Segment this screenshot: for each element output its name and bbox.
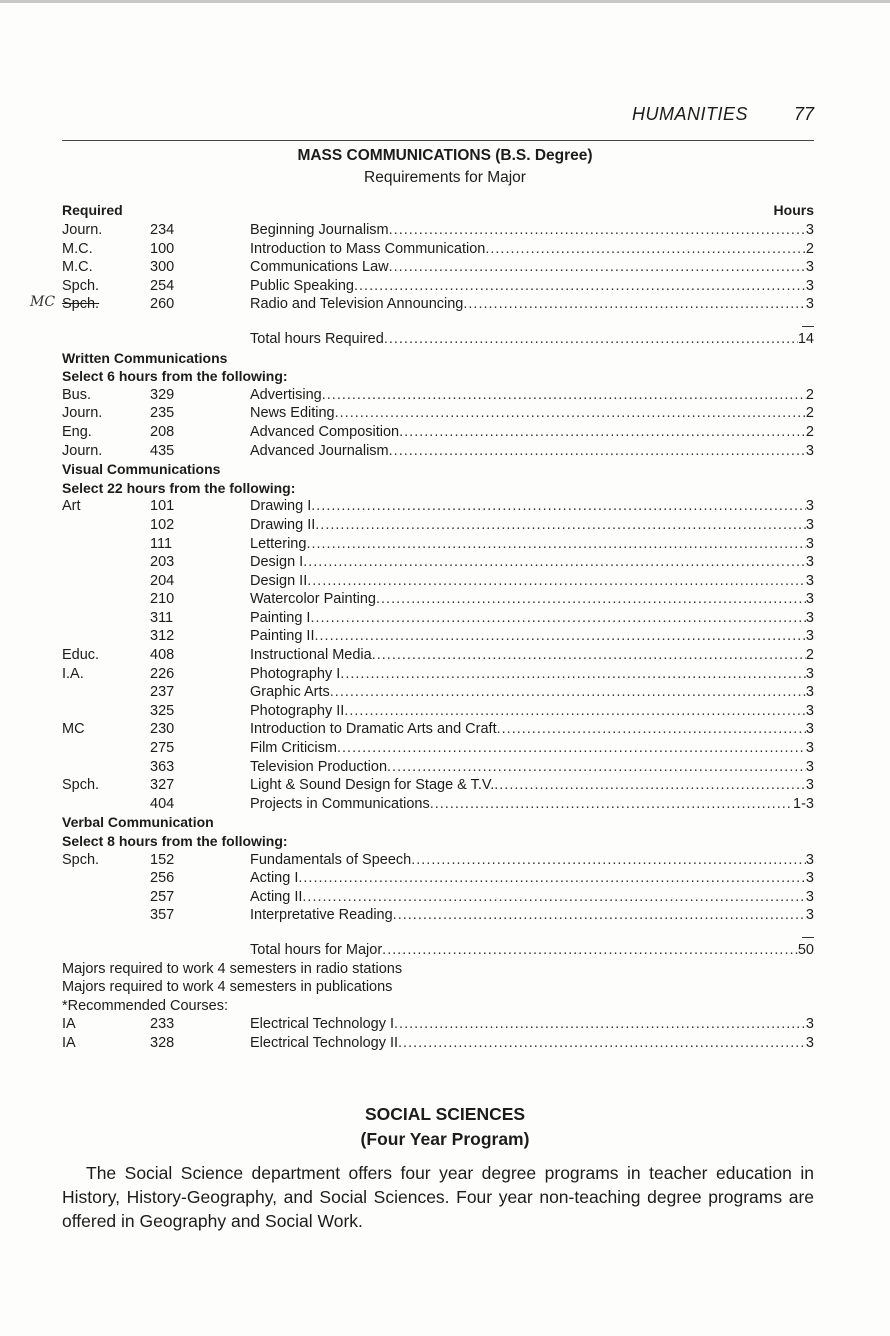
course-title-cell: [250, 295, 814, 314]
course-dept: Journ.: [62, 405, 103, 422]
course-number: 312: [150, 628, 175, 645]
course-number: 111: [150, 535, 173, 552]
course-row: [62, 442, 814, 461]
course-row: [62, 1034, 814, 1053]
total-major-row: [62, 941, 814, 960]
course-title: Drawing I: [250, 498, 312, 515]
course-dept: Spch.: [62, 277, 100, 294]
leader-dots: [306, 535, 805, 554]
course-number: 260: [150, 296, 175, 313]
course-row: [62, 665, 814, 684]
course-title: Television Production: [250, 758, 388, 775]
course-title: Advanced Journalism: [250, 442, 389, 459]
course-number: 226: [150, 665, 175, 682]
course-title-cell: [250, 683, 814, 702]
course-dept: M.C.: [62, 259, 93, 276]
course-title-cell: [250, 497, 814, 516]
course-row: [62, 553, 814, 572]
course-hours: 3: [805, 1016, 814, 1033]
course-hours: 3: [805, 554, 814, 571]
course-title: Interpretative Reading: [250, 907, 393, 924]
course-hours: 2: [805, 386, 814, 403]
running-head: HUMANITIES: [631, 104, 748, 124]
course-row: [62, 758, 814, 777]
course-title-cell: [250, 906, 814, 925]
handwritten-annotation: MC: [30, 294, 56, 311]
course-title: Lettering: [250, 535, 307, 552]
social-sciences-title: SOCIAL SCIENCES: [364, 1104, 526, 1124]
course-title: Projects in Communications: [250, 795, 430, 812]
course-number: 101: [150, 498, 175, 515]
course-title-cell: [250, 609, 814, 628]
course-hours: 2: [805, 240, 814, 257]
leader-dots: [382, 941, 798, 960]
course-title-cell: [250, 665, 814, 684]
course-title-cell: [250, 258, 814, 277]
page-number: 77: [793, 104, 814, 124]
course-title-cell: [250, 627, 814, 646]
course-title-cell: [250, 590, 814, 609]
program-subtitle: Requirements for Major: [364, 169, 526, 186]
course-hours: 3: [805, 259, 814, 276]
course-hours: 3: [805, 907, 814, 924]
course-number: 329: [150, 386, 175, 403]
leader-dots: [315, 516, 806, 535]
leader-dots: [384, 330, 798, 349]
course-title: Photography II: [250, 702, 345, 719]
leader-dots: [494, 776, 806, 795]
course-title-cell: [250, 553, 814, 572]
course-number: 254: [150, 277, 175, 294]
written-heading: Written Communications: [62, 349, 228, 366]
course-row: [62, 720, 814, 739]
course-title-cell: [250, 240, 814, 259]
leader-dots: [389, 258, 806, 277]
total-hours: 50: [797, 941, 814, 958]
course-hours: 3: [805, 1034, 814, 1051]
course-hours: 3: [805, 442, 814, 459]
course-number: 327: [150, 777, 175, 794]
course-title: Acting I: [250, 870, 299, 887]
course-dept: IA: [62, 1016, 76, 1033]
leader-dots: [394, 1015, 806, 1034]
course-hours: 3: [805, 498, 814, 515]
course-number: 363: [150, 758, 175, 775]
course-hours: 3: [805, 591, 814, 608]
course-title: Design I: [250, 554, 304, 571]
course-title: Design II: [250, 572, 308, 589]
course-dept: Educ.: [62, 647, 100, 664]
course-title-cell: [250, 442, 814, 461]
course-number: 100: [150, 240, 175, 257]
course-title-cell: [250, 572, 814, 591]
course-row: [62, 702, 814, 721]
course-hours: 2: [805, 647, 814, 664]
course-dept: IA: [62, 1034, 76, 1051]
course-hours: 3: [805, 684, 814, 701]
course-row: [62, 1015, 814, 1034]
course-dept: Journ.: [62, 442, 103, 459]
hours-heading: Hours: [773, 202, 814, 218]
course-title: Painting II: [250, 628, 315, 645]
leader-dots: [298, 869, 806, 888]
course-title-cell: [250, 404, 814, 423]
course-number: 204: [150, 572, 175, 589]
course-dept: Journ.: [62, 222, 103, 238]
visual-select-instruction: Select 22 hours from the following:: [62, 479, 296, 496]
course-hours: 2: [805, 423, 814, 440]
course-number: 102: [150, 516, 175, 533]
course-number: 275: [150, 740, 175, 757]
course-row: [62, 423, 814, 442]
course-row: [30, 294, 814, 314]
course-row: [62, 277, 814, 296]
course-row: [62, 646, 814, 665]
course-title-cell: [250, 776, 814, 795]
course-title-cell: [250, 758, 814, 777]
course-number: 357: [150, 907, 175, 924]
leader-dots: [337, 739, 806, 758]
course-list: [30, 221, 814, 1053]
course-title: Drawing II: [250, 516, 316, 533]
note-line: Majors required to work 4 semesters in radio stations: [62, 960, 403, 977]
course-title: Public Speaking: [250, 277, 354, 294]
course-row: [62, 221, 814, 240]
course-title: Watercolor Painting: [250, 591, 376, 608]
course-number: 404: [150, 795, 175, 812]
written-select-instruction: Select 6 hours from the following:: [62, 368, 288, 385]
leader-dots: [303, 553, 806, 572]
course-title: Advanced Composition: [250, 423, 400, 440]
course-row: [62, 497, 814, 516]
course-dept: Art: [62, 498, 81, 515]
course-number: 234: [150, 222, 175, 238]
course-hours: 3: [805, 516, 814, 533]
course-row: [62, 776, 814, 795]
course-hours: 3: [805, 851, 814, 868]
leader-dots: [335, 404, 806, 423]
course-number: 203: [150, 554, 175, 571]
course-row: [62, 888, 814, 907]
course-row: [62, 572, 814, 591]
leader-dots: [430, 795, 793, 814]
course-dept: MC: [62, 721, 85, 738]
course-number: 235: [150, 405, 175, 422]
course-row: [62, 906, 814, 925]
verbal-heading: Verbal Communication: [62, 814, 214, 831]
course-number: 256: [150, 870, 175, 887]
course-number: 300: [150, 259, 175, 276]
course-hours: 3: [805, 721, 814, 738]
course-title-cell: [250, 851, 814, 870]
course-title: Radio and Television Announcing: [250, 296, 464, 313]
total-hours: 14: [797, 330, 814, 347]
course-row: [62, 627, 814, 646]
leader-dots: [497, 720, 806, 739]
course-number: 210: [150, 591, 175, 608]
course-title-cell: [250, 739, 814, 758]
course-title-cell: [250, 702, 814, 721]
social-sciences-subtitle: (Four Year Program): [360, 1129, 530, 1149]
visual-heading: Visual Communications: [62, 461, 221, 478]
course-title-cell: [250, 1034, 814, 1053]
course-title-cell: [250, 277, 814, 296]
course-title-cell: [250, 1015, 814, 1034]
course-hours: 3: [805, 665, 814, 682]
course-hours: 3: [805, 888, 814, 905]
course-hours: 3: [805, 777, 814, 794]
course-title-cell: [250, 795, 814, 814]
leader-dots: [322, 386, 806, 405]
header-rule: [62, 140, 814, 141]
leader-dots: [399, 423, 806, 442]
course-title: Introduction to Dramatic Arts and Craft: [250, 721, 497, 738]
course-dept: Spch.: [62, 777, 100, 794]
course-title: Graphic Arts: [250, 684, 330, 701]
required-heading: Required: [62, 202, 123, 218]
course-number: 325: [150, 702, 175, 719]
course-row: [62, 851, 814, 870]
leader-dots: [389, 442, 806, 461]
course-title-cell: [250, 535, 814, 554]
total-cell: [250, 941, 814, 960]
course-hours: 3: [805, 572, 814, 589]
course-title-cell: [250, 869, 814, 888]
course-number: 257: [150, 888, 175, 905]
course-hours: 3: [805, 740, 814, 757]
course-number: 328: [150, 1034, 175, 1051]
program-title: MASS COMMUNICATIONS (B.S. Degree): [297, 147, 593, 164]
leader-dots: [310, 609, 805, 628]
top-edge-line: [0, 0, 890, 3]
course-row: [62, 516, 814, 535]
course-title-cell: [250, 646, 814, 665]
course-number: 230: [150, 721, 175, 738]
leader-dots: [344, 702, 806, 721]
course-title: Electrical Technology II: [250, 1034, 399, 1051]
course-hours: 3: [805, 758, 814, 775]
course-hours: 3: [805, 628, 814, 645]
course-hours: 3: [805, 609, 814, 626]
leader-dots: [372, 646, 806, 665]
course-title: Electrical Technology I: [250, 1016, 395, 1033]
course-dept: Spch.: [62, 296, 100, 313]
course-title-cell: [250, 423, 814, 442]
course-number: 233: [150, 1016, 175, 1033]
course-row: [62, 386, 814, 405]
course-number: 311: [150, 609, 174, 626]
course-number: 408: [150, 647, 175, 664]
leader-dots: [387, 758, 806, 777]
leader-dots: [315, 627, 806, 646]
course-dept: Eng.: [62, 423, 92, 440]
course-title: Instructional Media: [250, 647, 372, 664]
course-hours: 3: [805, 277, 814, 294]
course-title: News Editing: [250, 405, 335, 422]
course-title: Introduction to Mass Communication: [250, 240, 486, 257]
leader-dots: [354, 277, 806, 296]
leader-dots: [485, 240, 806, 259]
course-hours: 3: [805, 296, 814, 313]
leader-dots: [340, 665, 806, 684]
course-row: [62, 795, 814, 814]
course-title: Acting II: [250, 888, 303, 905]
course-hours: 3: [805, 222, 814, 238]
total-cell: [250, 330, 814, 349]
course-title: Communications Law: [250, 259, 389, 276]
leader-dots: [330, 683, 806, 702]
course-title: Painting I: [250, 609, 311, 626]
course-row: [62, 739, 814, 758]
total-label: Total hours Required: [250, 330, 384, 347]
leader-dots: [376, 590, 806, 609]
course-title-cell: [250, 221, 814, 240]
course-title-cell: [250, 888, 814, 907]
course-title: Beginning Journalism: [250, 222, 389, 238]
course-number: 435: [150, 442, 175, 459]
course-title-cell: [250, 386, 814, 405]
leader-dots: [463, 295, 806, 314]
course-number: 152: [150, 851, 175, 868]
course-title-cell: [250, 516, 814, 535]
course-dept: Spch.: [62, 851, 100, 868]
course-hours: 3: [805, 702, 814, 719]
course-dept: I.A.: [62, 665, 84, 682]
page-header: [62, 104, 814, 130]
course-row: [62, 869, 814, 888]
total-label: Total hours for Major: [250, 941, 383, 958]
course-row: [62, 683, 814, 702]
course-title: Fundamentals of Speech: [250, 851, 412, 868]
leader-dots: [311, 497, 806, 516]
note-line: Majors required to work 4 semesters in publications: [62, 979, 393, 996]
course-row: [62, 609, 814, 628]
leader-dots: [302, 888, 806, 907]
course-title: Advertising: [250, 386, 322, 403]
course-hours: 3: [805, 870, 814, 887]
leader-dots: [398, 1034, 806, 1053]
course-title: Photography I: [250, 665, 341, 682]
leader-dots: [393, 906, 806, 925]
course-row: [62, 404, 814, 423]
course-dept: M.C.: [62, 240, 93, 257]
course-row: [62, 258, 814, 277]
social-sciences-paragraph: The Social Science department offers four year degree programs in teacher education in History, History-Geography, and Social Sciences. Four year non-teaching degree programs are offered in Geography and Social Work.: [62, 1163, 814, 1231]
course-row: [62, 240, 814, 259]
course-title-cell: [250, 720, 814, 739]
course-row: [62, 590, 814, 609]
course-row: [62, 535, 814, 554]
requirements-header: [62, 202, 814, 220]
verbal-select-instruction: Select 8 hours from the following:: [62, 833, 288, 849]
total-required-row: [62, 330, 814, 349]
leader-dots: [389, 221, 806, 240]
course-hours: 3: [805, 535, 814, 552]
note-line: *Recommended Courses:: [62, 997, 229, 1014]
course-title: Light & Sound Design for Stage & T.V.: [250, 777, 495, 794]
leader-dots: [411, 851, 806, 870]
course-number: 208: [150, 423, 175, 440]
leader-dots: [307, 572, 806, 591]
course-hours: 1-3: [793, 795, 814, 812]
course-hours: 2: [805, 405, 814, 422]
course-title: Film Criticism: [250, 740, 337, 757]
course-number: 237: [150, 684, 175, 701]
course-dept: Bus.: [62, 386, 92, 403]
